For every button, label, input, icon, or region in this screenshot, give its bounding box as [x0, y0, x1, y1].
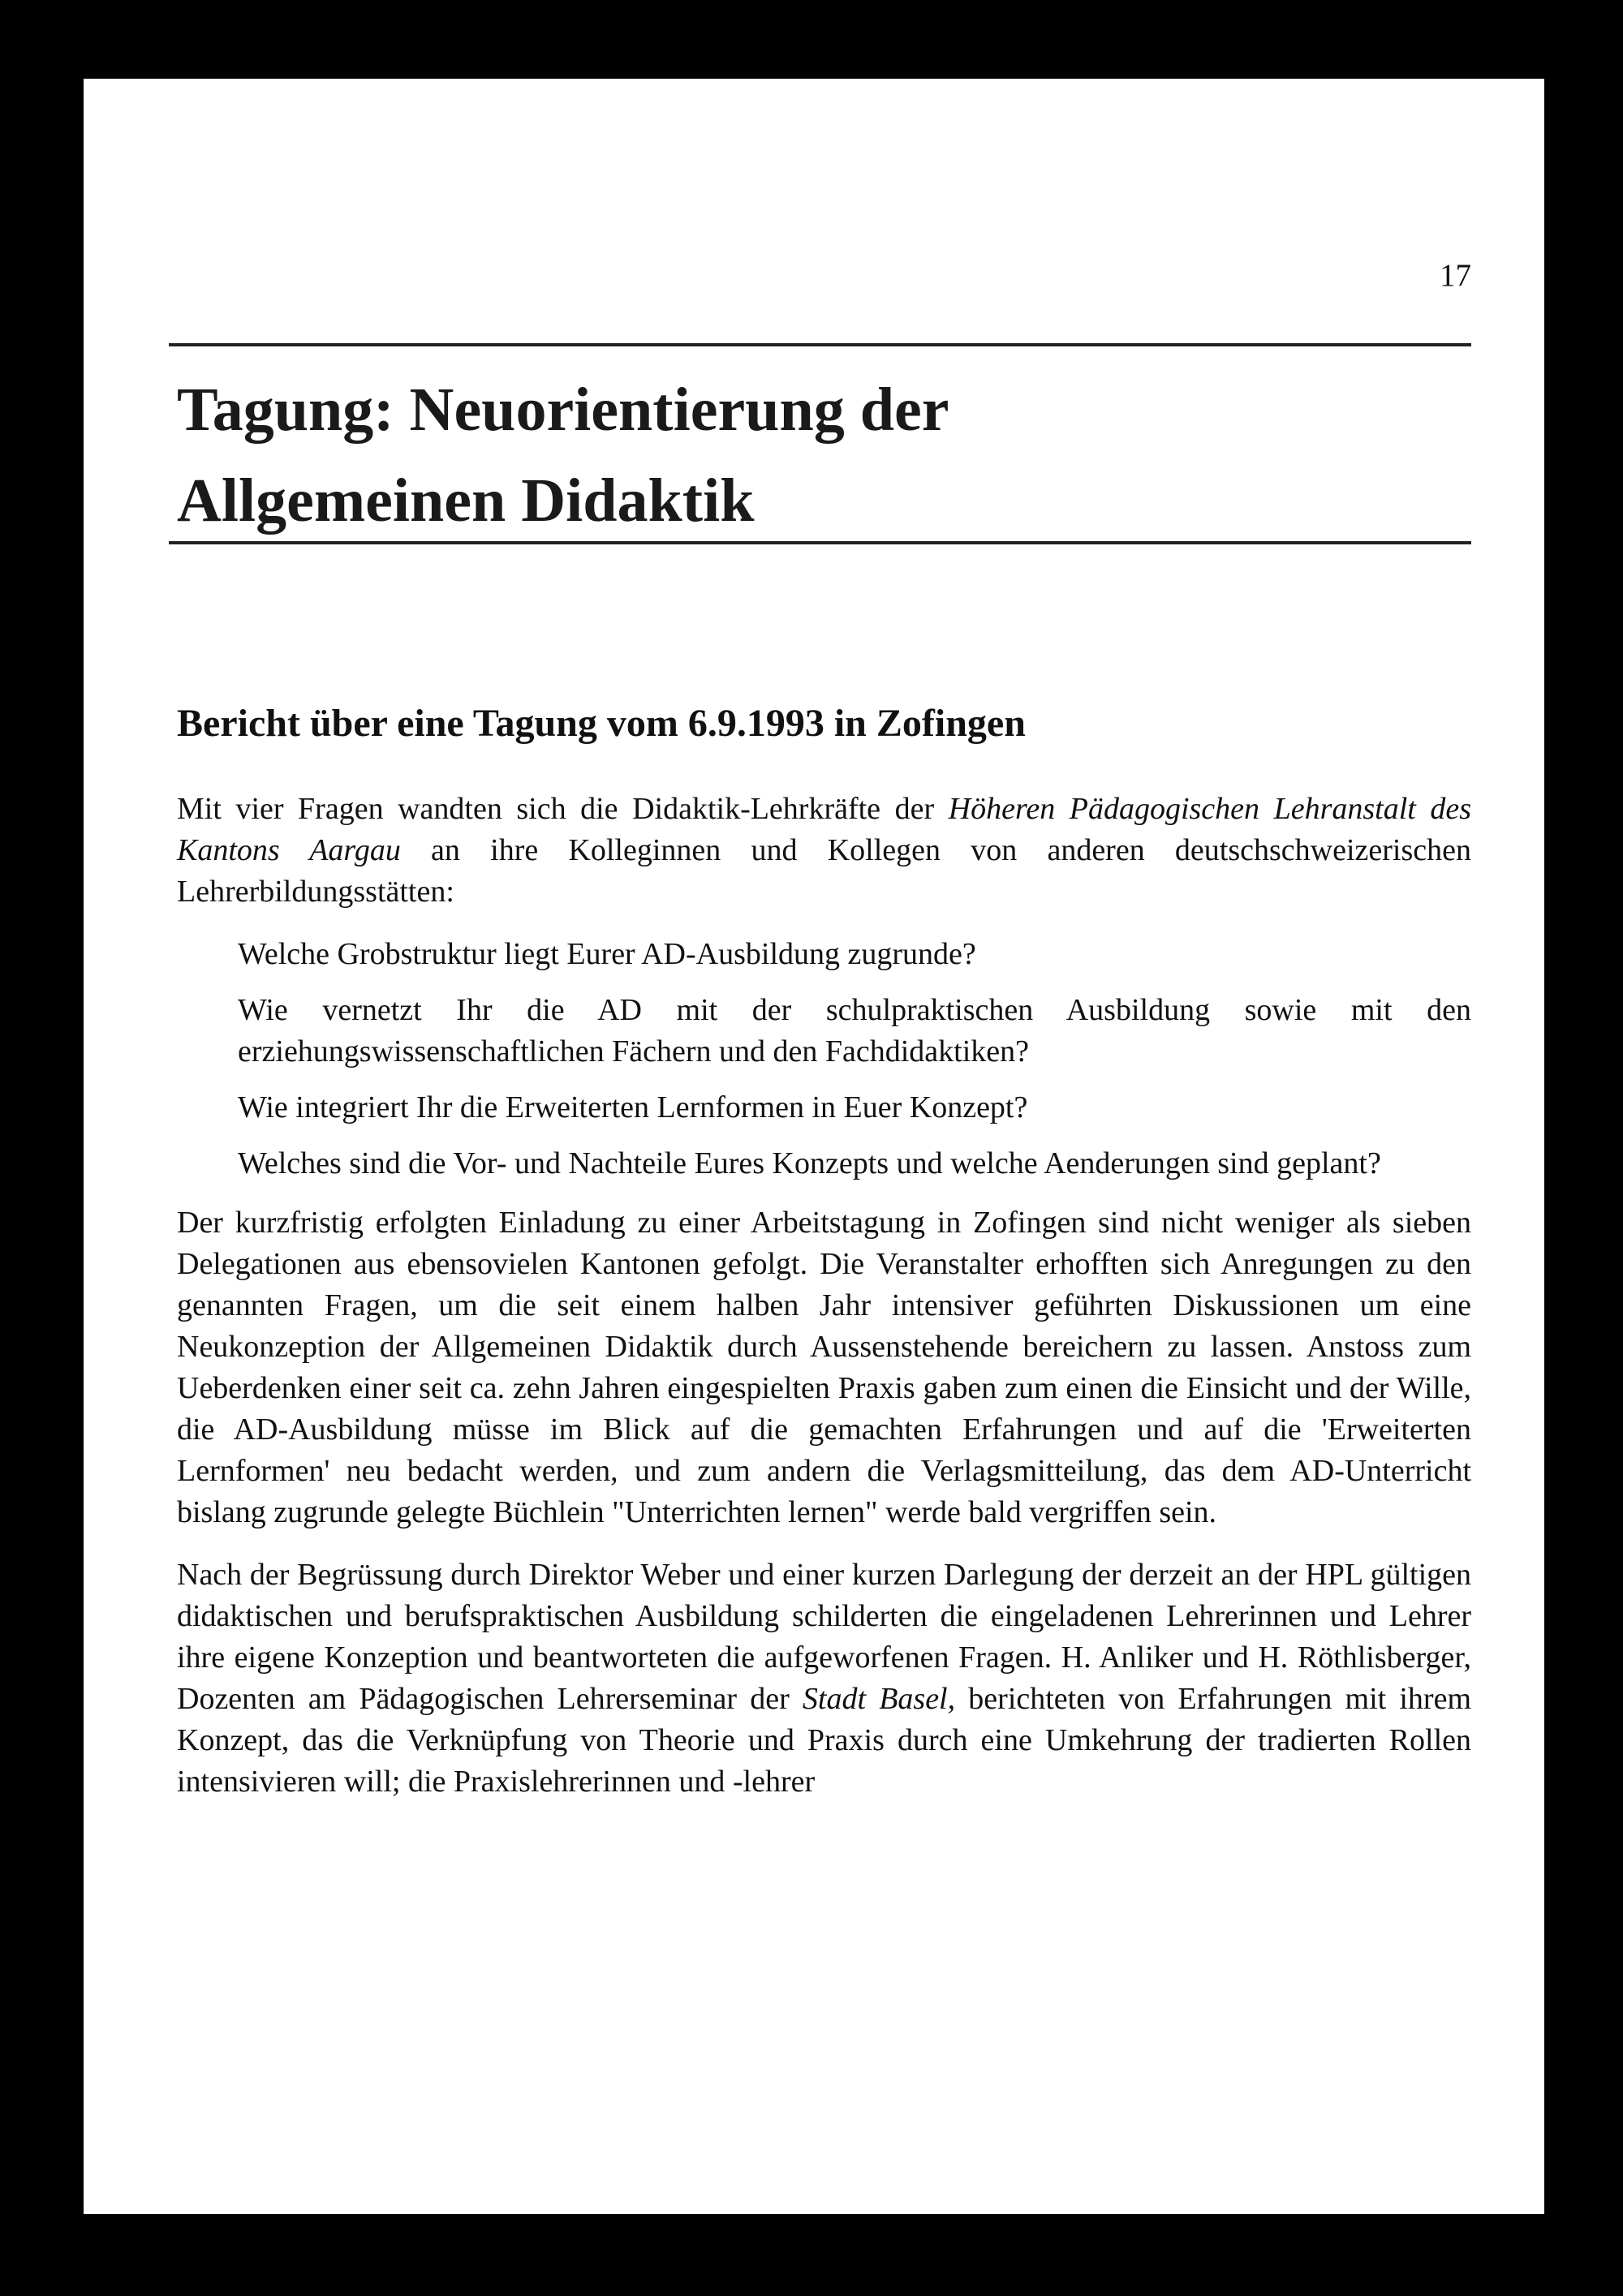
- intro-paragraph: [177, 789, 1471, 913]
- title-rule-bottom: [169, 541, 1471, 544]
- page-number: 17: [1440, 258, 1471, 293]
- question-item: Wie vernetzt Ihr die AD mit der schulpraktischen Ausbildung sowie mit den erziehungswissenschaftlichen Fächern und den Fachdidaktiken?: [238, 993, 1471, 1068]
- title-rule-top: [169, 343, 1471, 346]
- body-paragraph-2: [177, 1554, 1471, 1803]
- body-paragraph-1: Der kurzfristig erfolgten Einladung zu einer Arbeitstagung in Zofingen sind nicht weniger als sieben Delegationen aus ebensovielen Kantonen gefolgt. Die Veranstalter erhofften sich Anregungen zu den genannten Fragen, um die seit einem halben Jahr intensiver geführten Diskussionen um eine Neukonzeption der Allgemeinen Didaktik durch Aussenstehende bereichern zu lassen. Anstoss zum Ueberdenken einer seit ca. zehn Jahren eingespielten Praxis gaben zum einen die Einsicht und der Wille, die AD-Ausbildung müsse im Blick auf die gemachten Erfahrungen und auf die 'Erweiterten Lernformen' neu bedacht werden, und zum andern die Verlagsmitteilung, das dem AD-Unterricht bislang zugrunde gelegte Büchlein "Unterrichten lernen" werde bald vergriffen sein.: [177, 1206, 1471, 1529]
- page-title-line-1: Tagung: Neuorientierung der: [177, 376, 949, 444]
- intro-text-1: Mit vier Fragen wandten sich die Didaktik-Lehrkräfte der: [177, 792, 949, 826]
- paragraph-2-text-1: Nach der Begrüssung durch Direktor Weber und einer kurzen Darlegung der derzeit an der HPL gültigen didaktischen und berufspraktischen Ausbildung schilderten die eingeladenen Lehrerinnen und Lehrer ihre eigene Konzeption und beantworteten die aufgeworfenen Fragen. H. Anliker und H. Röthlisberger, Dozenten am Pädagogischen Lehrerseminar der: [177, 1558, 1471, 1716]
- paragraph-2-text-2: berichteten von Erfahrungen mit ihrem Konzept, das die Verknüpfung von Theorie und Praxis durch eine Umkehrung der tradierten Rollen intensivieren will; die Praxislehrerinnen und -lehrer: [177, 1682, 1471, 1799]
- document-page: [84, 79, 1544, 2214]
- page-title: [177, 364, 1443, 546]
- paragraph-2-city: Stadt Basel,: [802, 1682, 956, 1716]
- page-title-line-2: Allgemeinen Didaktik: [177, 467, 755, 535]
- intro-institution: Höheren Pädagogischen Lehranstalt des Kantons Aargau: [177, 792, 1472, 867]
- section-heading: Bericht über eine Tagung vom 6.9.1993 in Zofingen: [177, 702, 1026, 745]
- question-item: Welche Grobstruktur liegt Eurer AD-Ausbildung zugrunde?: [238, 937, 976, 971]
- article-body: [177, 789, 1471, 1803]
- question-item: Welches sind die Vor- und Nachteile Eures Konzepts und welche Aenderungen sind geplant?: [238, 1146, 1381, 1180]
- intro-text-2: an ihre Kolleginnen und Kollegen von anderen deutschschweizerischen Lehrerbildungsstätten:: [177, 833, 1471, 909]
- question-item: Wie integriert Ihr die Erweiterten Lernformen in Euer Konzept?: [238, 1090, 1028, 1124]
